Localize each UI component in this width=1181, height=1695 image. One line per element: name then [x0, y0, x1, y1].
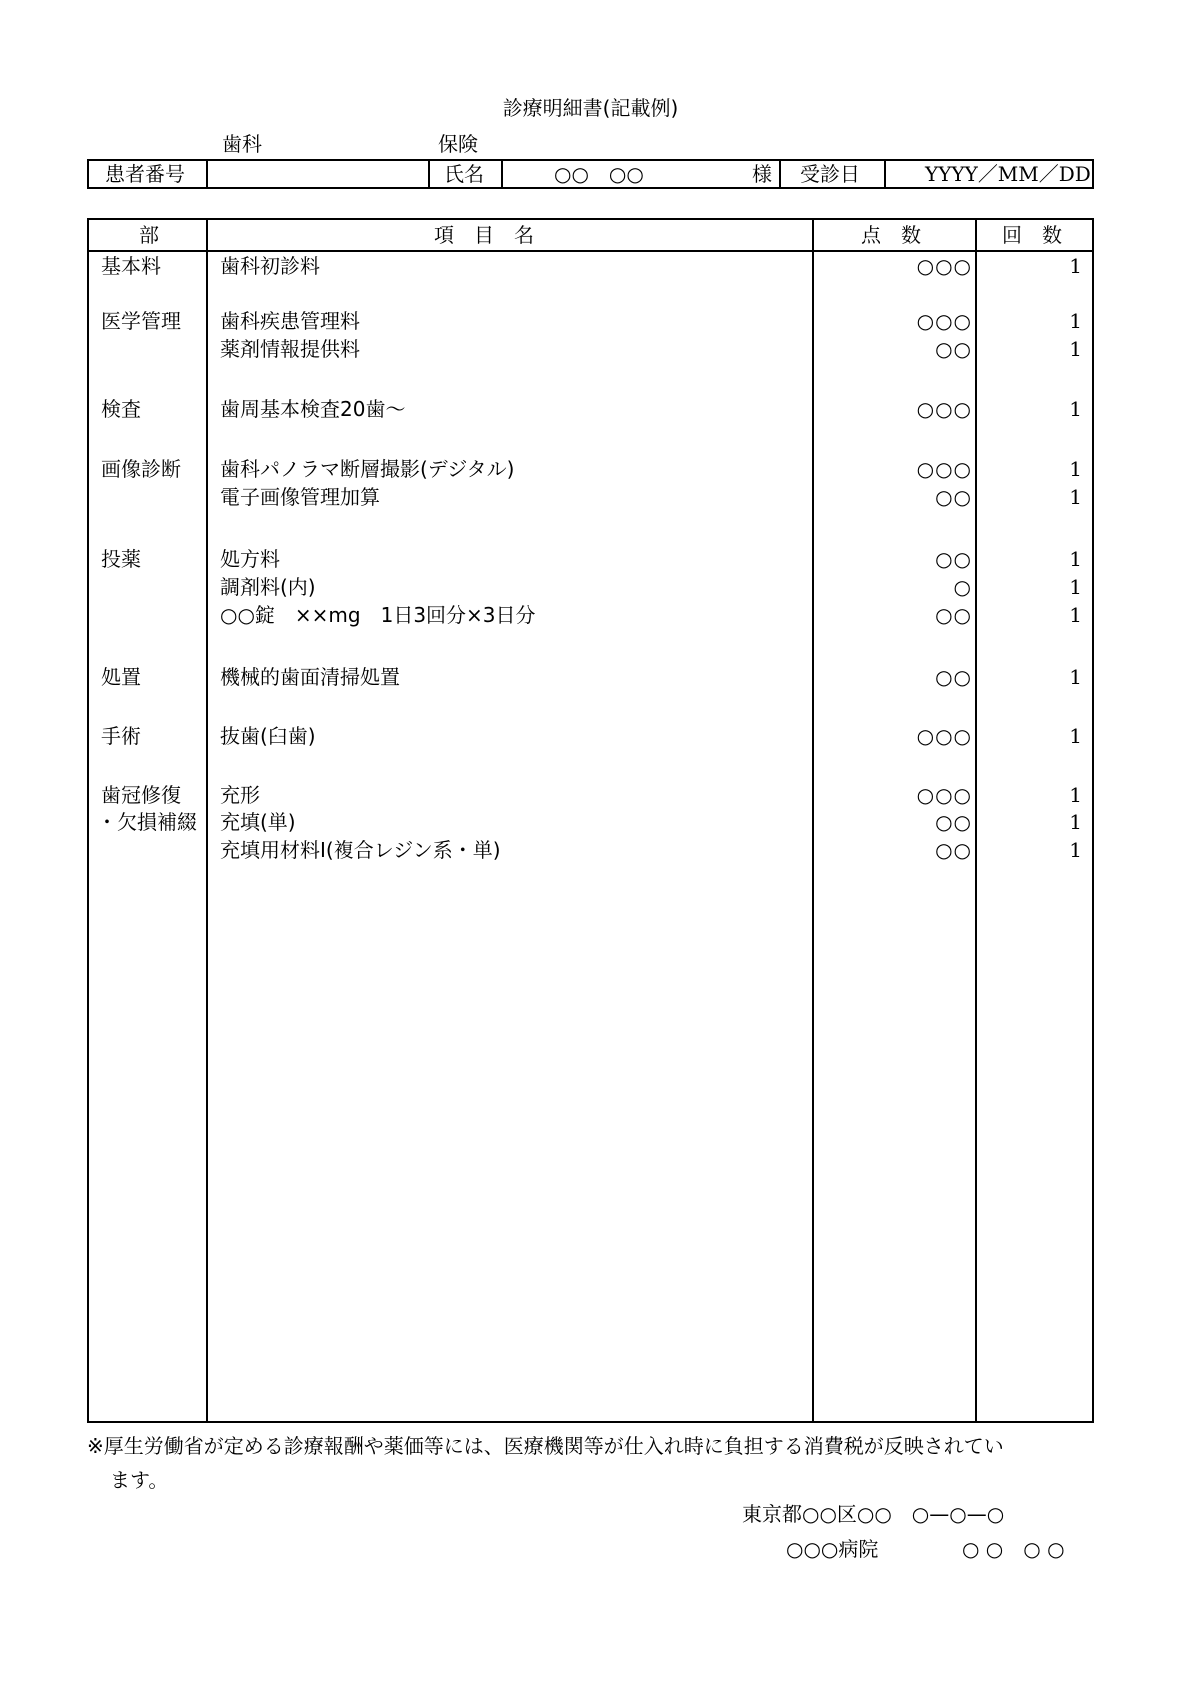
row-count: 1	[1069, 457, 1082, 481]
visit-date-label: 受診日	[800, 162, 860, 186]
row-points: ○○○	[916, 254, 972, 278]
row-item: 歯周基本検査20歯～	[220, 397, 406, 421]
row-item: 機械的歯面清掃処置	[220, 665, 400, 689]
table-row	[89, 810, 1092, 834]
table-row	[89, 457, 1092, 481]
row-item: ○○錠 ××mg 1日3回分×3日分	[220, 603, 536, 627]
row-item: 充形	[220, 783, 260, 807]
row-category: 画像診断	[101, 457, 181, 481]
table-row	[89, 397, 1092, 421]
department-label: 歯科	[222, 132, 262, 156]
table-row	[89, 575, 1092, 599]
row-points: ○○	[935, 665, 972, 689]
table-row	[89, 547, 1092, 571]
row-count: 1	[1069, 810, 1082, 834]
row-item: 歯科初診料	[220, 254, 320, 278]
table-row	[89, 665, 1092, 689]
row-count: 1	[1069, 838, 1082, 862]
row-count: 1	[1069, 485, 1082, 509]
row-points: ○○○	[916, 783, 972, 807]
row-item: 充填用材料Ⅰ(複合レジン系・単)	[220, 838, 501, 862]
tax-note-line2: ます。	[110, 1468, 169, 1492]
row-points: ○○	[935, 810, 972, 834]
row-points: ○○○	[916, 309, 972, 333]
row-category: 医学管理	[101, 309, 181, 333]
row-points: ○○○	[916, 457, 972, 481]
patient-header-bar	[87, 159, 1094, 189]
table-row	[89, 603, 1092, 627]
row-points: ○○	[935, 603, 972, 627]
table-row	[89, 485, 1092, 509]
row-count: 1	[1069, 254, 1082, 278]
row-points: ○○	[935, 337, 972, 361]
row-count: 1	[1069, 665, 1082, 689]
row-item: 処方料	[220, 547, 280, 571]
row-category: 処置	[101, 665, 141, 689]
row-count: 1	[1069, 309, 1082, 333]
table-row	[89, 309, 1092, 333]
row-count: 1	[1069, 783, 1082, 807]
row-category: 投薬	[101, 547, 141, 571]
page-title: 診療明細書(記載例)	[502, 96, 679, 120]
row-points: ○○○	[916, 397, 972, 421]
statement-table	[87, 218, 1094, 1423]
row-count: 1	[1069, 724, 1082, 748]
doctor-name: ○ ○ ○ ○	[962, 1537, 1065, 1561]
row-count: 1	[1069, 397, 1082, 421]
visit-date-value: YYYY／MM／DD	[925, 162, 1091, 186]
row-item: 歯科疾患管理料	[220, 309, 360, 333]
row-count: 1	[1069, 547, 1082, 571]
table-row	[89, 337, 1092, 361]
patient-number-label: 患者番号	[105, 162, 185, 186]
table-row	[89, 783, 1092, 807]
row-points: ○	[953, 575, 972, 599]
column-header-count: 回 数	[1002, 223, 1062, 247]
table-row	[89, 838, 1092, 862]
row-category: ・欠損補綴	[97, 810, 197, 834]
tax-note-line1: ※厚生労働省が定める診療報酬や薬価等には、医療機関等が仕入れ時に負担する消費税が反映されてい	[87, 1434, 1004, 1458]
row-item: 調剤料(内)	[220, 575, 316, 599]
table-row	[89, 724, 1092, 748]
row-item: 電子画像管理加算	[220, 485, 380, 509]
row-item: 抜歯(臼歯)	[220, 724, 316, 748]
row-category: 手術	[101, 724, 141, 748]
patient-name-value: ○○ ○○	[554, 162, 644, 186]
row-count: 1	[1069, 603, 1082, 627]
column-header-category: 部	[139, 223, 159, 247]
hospital-name: ○○○病院	[786, 1537, 879, 1561]
name-label: 氏名	[444, 162, 484, 186]
row-item: 薬剤情報提供料	[220, 337, 360, 361]
hospital-address: 東京都○○区○○ ○—○—○	[742, 1502, 1005, 1526]
table-row	[89, 254, 1092, 278]
row-category: 基本料	[101, 254, 161, 278]
insurance-label: 保険	[438, 132, 478, 156]
row-count: 1	[1069, 337, 1082, 361]
row-category: 検査	[101, 397, 141, 421]
honorific-label: 様	[752, 162, 772, 186]
column-header-item: 項 目 名	[434, 223, 534, 247]
column-header-points: 点 数	[861, 223, 921, 247]
row-points: ○○○	[916, 724, 972, 748]
row-points: ○○	[935, 485, 972, 509]
row-points: ○○	[935, 838, 972, 862]
row-category: 歯冠修復	[101, 783, 181, 807]
row-item: 歯科パノラマ断層撮影(デジタル)	[220, 457, 515, 481]
row-points: ○○	[935, 547, 972, 571]
row-item: 充填(単)	[220, 810, 296, 834]
row-count: 1	[1069, 575, 1082, 599]
